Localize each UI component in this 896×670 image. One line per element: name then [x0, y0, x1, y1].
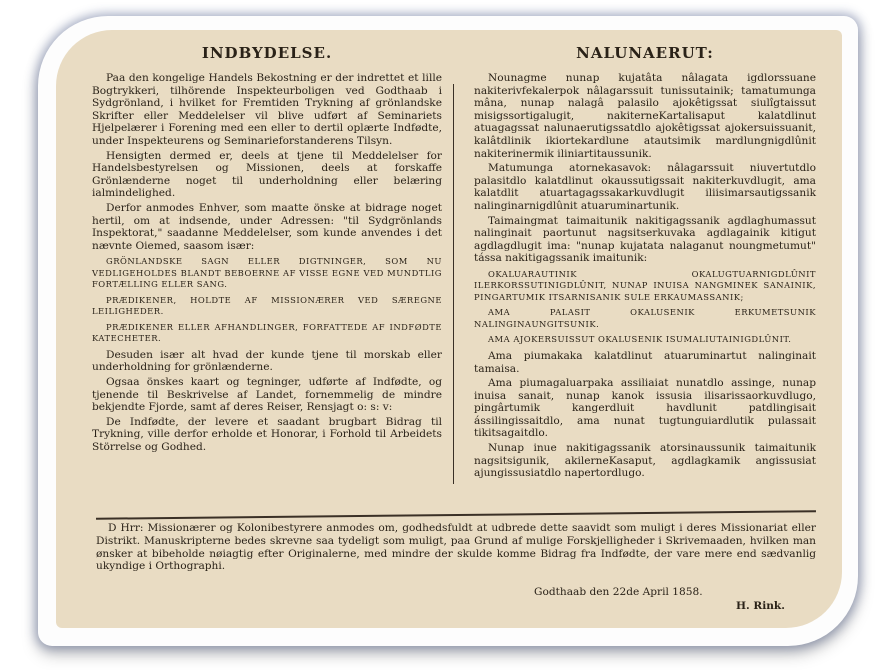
greenlandic-list-item: AMA PALASIT OKALUSENIK ERKUMETSUNIK NALINGINAUNGITSUNIK. — [474, 307, 816, 329]
danish-title: INDBYDELSE. — [201, 44, 333, 62]
greenlandic-title: NALUNAERUT: — [576, 44, 714, 62]
danish-paragraph: Paa den kongelige Handels Bekostning er der indrettet et lille Bogtrykkeri, tilhörende Inspekteurboligen ved Godthaab i Sydgrönland, i hvilket for Fremtiden Trykning af grönlandske Skrifter eller Meddelelser vil blive udført af Seminariets Hjelpelærer i Forening med een eller to dertil oplærte Indfødte, under Inspekteurens og Seminarieforstanderens Tilsyn. — [92, 72, 442, 147]
column-divider — [453, 84, 454, 484]
greenlandic-paragraph: Taimaingmat taimaitunik nakitigagssanik agdlaghumassut nalinginait paortunut nagsitserkuvaka agdlagainik kitigut agdlagdlugit ima: "nunap kujatata nalaganut noungmetumut" tássa nakitigagssanik imaitunik: — [474, 214, 816, 265]
greenlandic-paragraph: Nunap inue nakitigagssanik atorsinaussunik taimaitunik nagsitsigunik, akilerneKasaput, agdlagkamik angissusiat ajungissusiatdlo napertordlugo. — [474, 442, 816, 480]
danish-column — [92, 44, 442, 456]
greenlandic-paragraph: Nounagme nunap kujatâta nâlagata igdlorssuane nakiterivfekalerpok nâlagarssuit tunissutainik; tamatumunga mâna, nunap nalagâ palasilo ajokêtigssat siulîgtaissut misigssortigalugit, nakiterneKartalisaput kalatdlinut atuagagssat nalunaerutigssatdlo ajokêtigssat ajokersuissuanit, kalâtdlinik ikiortekardlune atautsimik mardlungnigdlûnit nakiterinermik iliniartitaussunik. — [474, 72, 816, 160]
danish-list-item: PRÆDIKENER ELLER AFHANDLINGER, FORFATTEDE AF INDFØDTE KATECHETER. — [92, 321, 442, 344]
footer-text: D Hrr: Missionærer og Kolonibestyrere anmodes om, godhedsfuldt at udbrede dette saavidt som muligt i deres Missionariat eller Distrikt. Manuskripterne bedes skrevne saa tydeligt som muligt, paa Grund af mulige Forskjelligheder i Skrivemaaden, hvilken man ønsker at bibeholde nøiagtig efter Originalerne, med mindre der skulde komme Bidrag fra Indfødte, der vare mere end sædvanlig ukyndige i Orthographi. — [96, 522, 816, 573]
danish-paragraph: Derfor anmodes Enhver, som maatte önske at bidrage noget hertil, om at indsende, under Adressen: "til Sydgrönlands Inspektorat," saadanne Meddelelser, som kunde anvendes i det nævnte Oiemed, saasom især: — [92, 201, 442, 252]
signature: H. Rink. — [736, 600, 785, 612]
danish-paragraph: Ogsaa önskes kaart og tegninger, udførte af Indfødte, og tjenende til Beskrivelse af Landet, fornemmelig de mindre bekjendte Fjorde, samt af deres Reiser, Rensjagt o: s: v: — [92, 376, 442, 414]
danish-paragraph: Desuden især alt hvad der kunde tjene til morskab eller underholdning for grönlænderne. — [92, 348, 442, 374]
danish-paragraph: De Indfødte, der levere et saadant brugbart Bidrag til Trykning, ville derfor erholde et Honorar, i Forhold til Arbeidets Störrelse og Godhed. — [92, 415, 442, 453]
document-page — [56, 30, 842, 628]
footer-note — [96, 522, 816, 573]
danish-list-item: GRÖNLANDSKE SAGN ELLER DIGTNINGER, SOM NU VEDLIGEHOLDES BLANDT BEBOERNE AF VISSE EGNE VED MUNDTLIG FORTÆLLING ELLER SANG. — [92, 256, 442, 290]
greenlandic-paragraph: Ama piumagaluarpaka assiliaiat nunatdlo assinge, nunap inuisa sanait, nunap kanok issusia ilisarissaorkuvdlugo, pingârtumik kangerdluit havdlunit patdlingisait ássilingissaitdlo, ama nunat tugtunguiardlutik pulassait tikitsagaitdlo. — [474, 377, 816, 440]
greenlandic-list-item: OKALUARAUTINIK OKALUGTUARNIGDLÛNIT ILERKORSSUTINIGDLÛNIT, NUNAP INUISA NANGMINEK SANAINIK, PINGARTUMIK ITSARNISANIK SULE ERKAUMASSANIK; — [474, 268, 816, 302]
footer-divider — [96, 510, 816, 520]
danish-list-item: PRÆDIKENER, HOLDTE AF MISSIONÆRER VED SÆREGNE LEILIGHEDER. — [92, 294, 442, 317]
greenlandic-list-item: AMA AJOKERSUISSUT OKALUSENIK ISUMALIUTAINIGDLÛNIT. — [488, 334, 792, 345]
greenlandic-paragraph: Matumunga atornekasavok: nâlagarssuit niuvertutdlo palasitdlo kalatdlinut okaussutigssait nakiterkuvdlugit, ama kalatdlit atuartagagssakarkuvdlugit iliisimarsautigssanik nalinginarnigdlûnit atuaruminartunik. — [474, 162, 816, 212]
greenlandic-column — [474, 44, 816, 482]
dateline: Godthaab den 22de April 1858. — [534, 586, 703, 598]
danish-paragraph: Hensigten dermed er, deels at tjene til Meddelelser for Handelsbestyrelsen og Missionen, deels at forskaffe Grönlænderne noget til underholdning eller belæring ialmindelighed. — [92, 149, 442, 200]
greenlandic-paragraph: Ama piumakaka kalatdlinut atuaruminartut nalinginait tamaisa. — [474, 349, 816, 375]
